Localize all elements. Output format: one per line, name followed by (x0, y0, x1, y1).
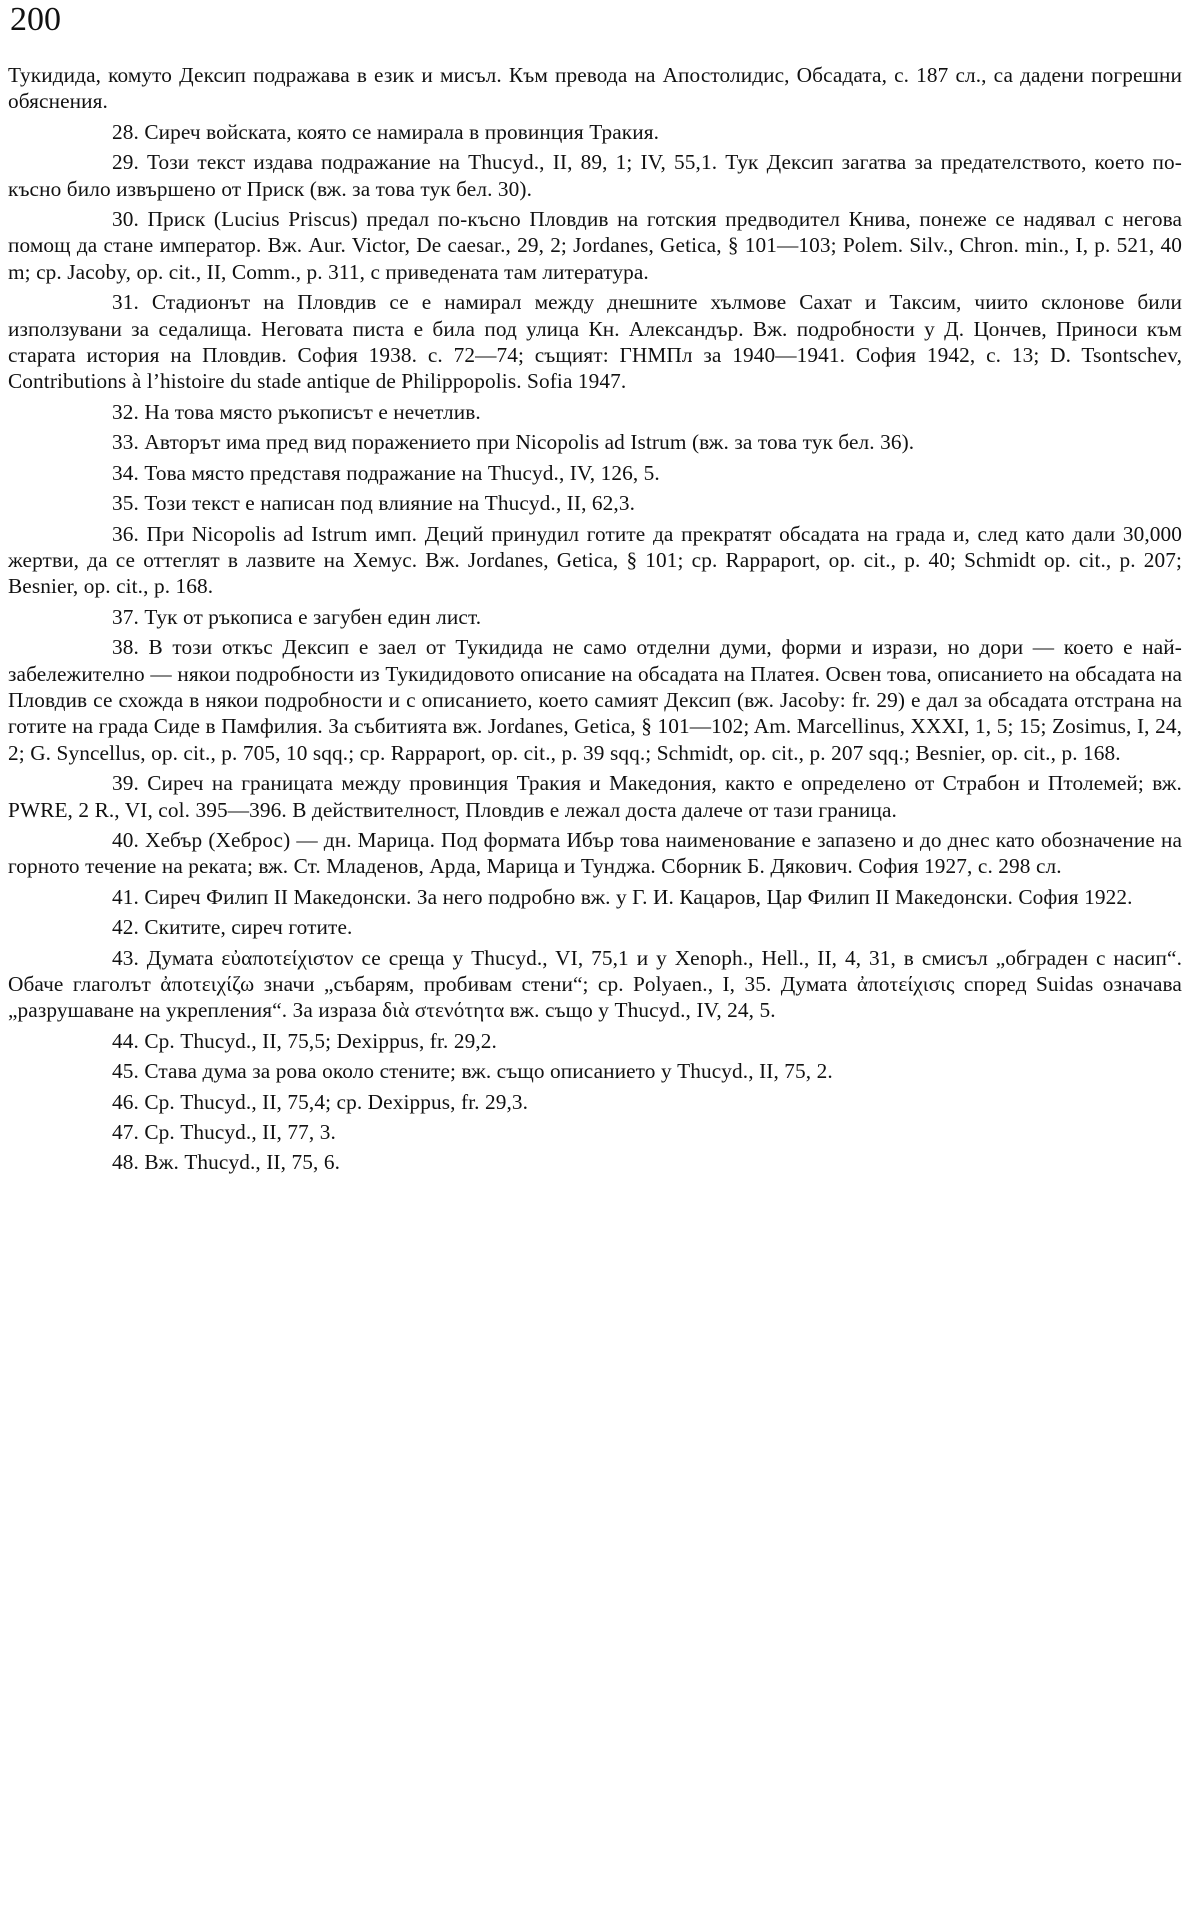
footnote-36: 36. При Nicopolis ad Istrum имп. Деций принудил готите да прекратят обсадата на града и, след като дали 30,000 жертви, да се оттеглят в лазвите на Хемус. Вж. Jordanes, Getica, § 101; ср. Rappaport, op. cit., p. 40; Schmidt op. cit., p. 207; Besnier, op. cit., p. 168. (8, 521, 1182, 599)
footnote-40: 40. Хебър (Хеброс) — дн. Марица. Под формата Ибър това наименование е запазено и до днес като обозначение на горното течение на реката; вж. Ст. Младенов, Арда, Марица и Тунджа. Сборник Б. Дякович. София 1927, с. 298 сл. (8, 827, 1182, 879)
footnote-34: 34. Това място представя подражание на Thucyd., IV, 126, 5. (112, 460, 660, 485)
footnote-32: 32. На това място ръкописът е нечетлив. (112, 399, 481, 424)
footnote-46: 46. Ср. Thucyd., II, 75,4; ср. Dexippus, fr. 29,3. (112, 1089, 529, 1114)
footnote-29: 29. Този текст издава подражание на Thucyd., II, 89, 1; IV, 55,1. Тук Дексип загатва за предателството, което по-късно било извършено от Приск (вж. за това тук бел. 30). (8, 150, 1182, 201)
footnote-42: 42. Скитите, сиреч готите. (112, 915, 353, 940)
footnote-38: 38. В този откъс Дексип е заел от Тукидида не само отделни думи, форми и изрази, но дори — което е най-забележително — някои подробности из Тукидидовото описание на обсадата на Платея. Освен това, описанието на обсадата на Пловдив се схожда в някои подробности и с описанието, което самият Дексип (вж. Jacoby: fr. 29) е дал за обсадата отстрана на готите на града Сиде в Памфилия. За събитията вж. Jordanes, Getica, § 101—102; Am. Marcellinus, XXXI, 1, 5; 15; Zosimus, I, 24, 2; G. Syncellus, op. cit., p. 705, 10 sqq.; ср. Rappaport, op. cit., p. 39 sqq.; Schmidt, op. cit., p. 207 sqq.; Besnier, op. cit., p. 168. (8, 635, 1182, 765)
footnote-47: 47. Ср. Thucyd., II, 77, 3. (112, 1120, 336, 1145)
footnote-33: 33. Авторът има пред вид поражението при Nicopolis ad Istrum (вж. за това тук бел. 36). (112, 430, 915, 455)
footnote-43: 43. Думата εὐαποτείχιστον се среща у Thucyd., VI, 75,1 и у Xenoph., Hell., II, 4, 31, в смисъл „обграден с насип“. Обаче глаголът ἀποτειχίζω значи „събарям, пробивам стени“; ср. Polyaen., I, 35. Думата ἀποτείχισις според Suidas означава „разрушаване на укрепления“. За израза διὰ στενότητα вж. също у Thucyd., IV, 24, 5. (8, 945, 1182, 1023)
footnotes-list (8, 62, 1182, 1176)
footnote-30: 30. Приск (Lucius Priscus) предал по-късно Пловдив на готския предводител Книва, понеже се надявал с негова помощ да стане император. Вж. Aur. Victor, De caesar., 29, 2; Jordanes, Getica, § 101—103; Polem. Silv., Chron. min., I, p. 521, 40 m; ср. Jacoby, op. cit., II, Comm., p. 311, с приведената там литература. (8, 207, 1182, 284)
footnote-28: 28. Сиреч войската, която се намирала в провинция Тракия. (112, 119, 660, 144)
footnote-44: 44. Ср. Thucyd., II, 75,5; Dexippus, fr. 29,2. (112, 1028, 497, 1053)
footnote-45: 45. Става дума за рова около стените; вж. също описанието у Thucyd., II, 75, 2. (112, 1059, 833, 1084)
footnote-31: 31. Стадионът на Пловдив се е намирал между днешните хълмове Сахат и Таксим, чиито склонове били използувани за седалища. Неговата писта е била под улица Кн. Александър. Вж. подробности у Д. Цончев, Приноси към старата история на Пловдив. София 1938. с. 72—74; същият: ГНМПл за 1940—1941. София 1942, с. 13; D. Tsontschev, Contributions à l’histoire du stade antique de Philippopolis. Sofia 1947. (8, 290, 1182, 394)
footnote-48: 48. Вж. Thucyd., II, 75, 6. (112, 1150, 340, 1175)
page-number: 200 (10, 1, 61, 38)
footnote-41: 41. Сиреч Филип II Македонски. За него подробно вж. у Г. И. Кацаров, Цар Филип II Македонски. София 1922. (112, 884, 1133, 909)
footnote-continuation: Тукидида, комуто Дексип подражава в език и мисъл. Към превода на Апостолидис, Обсадата, с. 187 сл., са дадени погрешни обяснения. (8, 63, 1182, 114)
footnote-35: 35. Този текст е написан под влияние на Thucyd., II, 62,3. (112, 491, 636, 516)
footnote-39: 39. Сиреч на границата между провинция Тракия и Македония, както е определено от Страбон и Птолемей; вж. PWRE, 2 R., VI, col. 395—396. В действителност, Пловдив е лежал доста далече от тази граница. (8, 771, 1182, 822)
footnote-37: 37. Тук от ръкописа е загубен един лист. (112, 604, 482, 629)
